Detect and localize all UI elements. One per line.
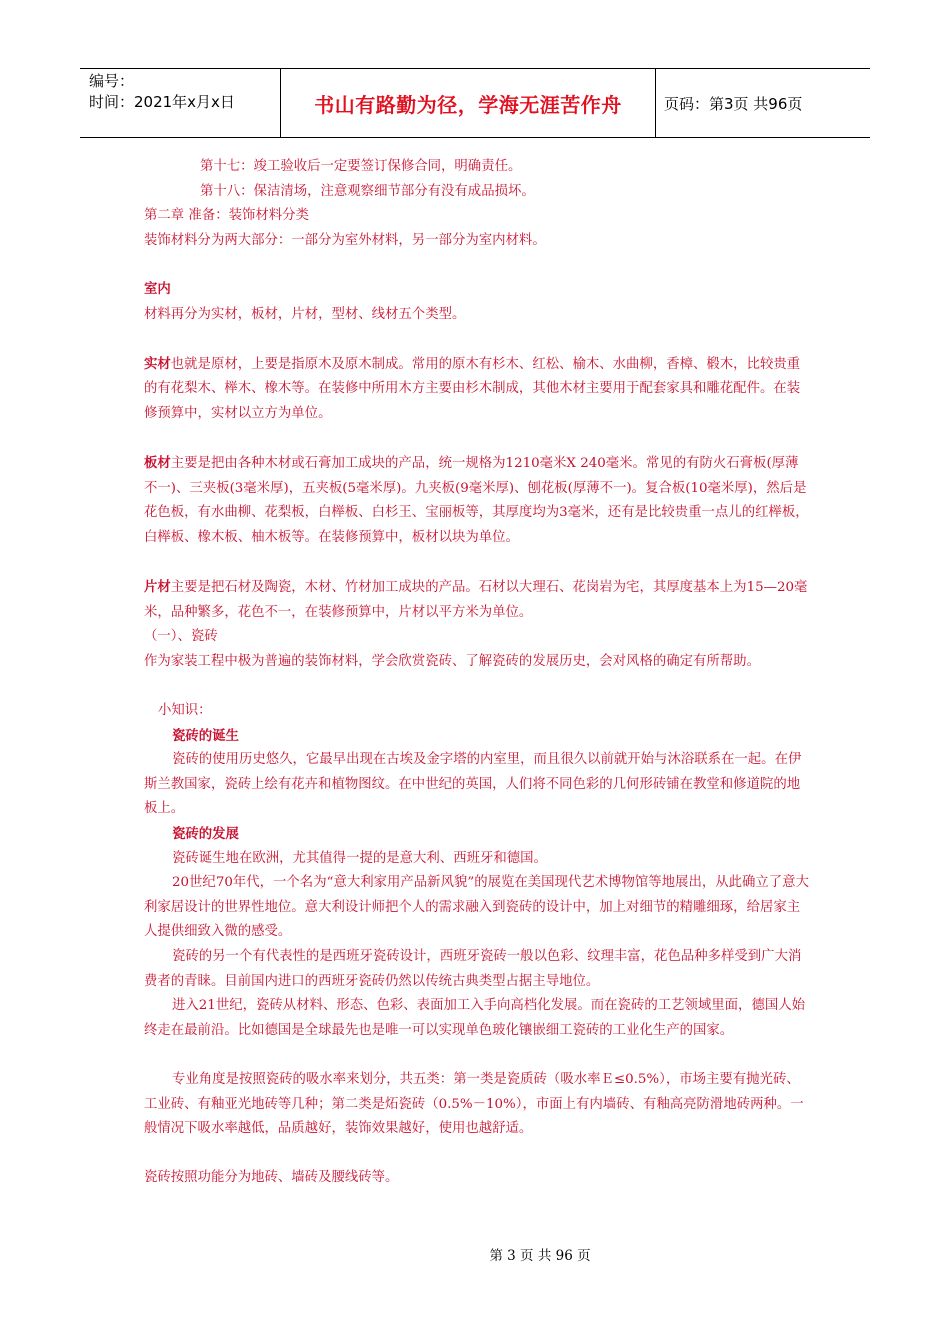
item-18: 第十八：保洁清场，注意观察细节部分有没有成品损坏。 (200, 183, 535, 199)
spacer (144, 427, 809, 452)
tile-heading: （一）、瓷砖 (144, 629, 218, 645)
board-keyword: 板材 (144, 455, 171, 472)
solid-paragraph (144, 352, 809, 427)
function-paragraph: 瓷砖按照功能分为地砖、墙砖及腰线砖等。 (144, 1170, 399, 1186)
birth-title: 瓷砖的诞生 (172, 727, 239, 744)
indoor-title: 室内 (144, 281, 171, 297)
page-footer (0, 1244, 950, 1264)
sheet-text: 主要是把石材及陶瓷，木材、竹材加工成块的产品。石材以大理石、花岗岩为宅，其厚度基本上为15—20毫米，品种繁多，花色不一，在装修预算中，片材以平方米为单位。 (144, 580, 808, 620)
development-paragraph-3: 瓷砖的另一个有代表性的是西班牙瓷砖设计，西班牙瓷砖一般以色彩、纹理丰富，花色品种多样受到广大消费者的青睐。目前国内进口的西班牙瓷砖仍然以传统古典类型占据主导地位。 (144, 949, 802, 989)
spacer (144, 253, 809, 278)
solid-text: 也就是原材，上要是指原木及原木制成。常用的原木有杉木、红松、榆木、水曲柳，香樟、椴木，比较贵重的有花梨木、榉木、橡木等。在装修中所用木方主要由杉木制成，其他木材主要用于配套家具和雕花配件。在装修预算中，实材以立方为单位。 (144, 356, 801, 421)
item-17: 第十七：竣工验收后一定要签订保修合同，明确责任。 (200, 159, 522, 174)
spacer (144, 1043, 809, 1068)
header-motto: 书山有路勤为径，学海无涯苦作舟 (281, 69, 656, 137)
spacer (144, 327, 809, 352)
board-paragraph (144, 451, 809, 550)
spacer (144, 551, 809, 576)
number-label: 编号： (89, 72, 135, 90)
development-title: 瓷砖的发展 (172, 826, 239, 843)
spacer (144, 1142, 809, 1167)
solid-keyword: 实材 (144, 355, 171, 372)
intro-paragraph: 装饰材料分为两大部分：一部分为室外材料，另一部分为室内材料。 (144, 232, 546, 248)
indoor-paragraph: 材料再分为实材，板材，片材，型材、线材五个类型。 (144, 306, 466, 322)
spacer (144, 674, 809, 699)
development-paragraph-4: 进入21世纪，瓷砖从材料、形态、色彩、表面加工入手向高档化发展。而在瓷砖的工艺领域里面，德国人始终走在最前沿。比如德国是全球最先也是唯一可以实现单色玻化镶嵌细工瓷砖的工业化生产的国家。 (144, 998, 806, 1038)
development-paragraph-1: 瓷砖诞生地在欧洲，尤其值得一提的是意大利、西班牙和德国。 (172, 850, 547, 866)
header-page-label: 页码：第3页 共96页 (664, 94, 803, 113)
board-text: 主要是把由各种木材或石膏加工成块的产品，统一规格为1210毫米X 240毫米。常见的有防火石膏板(厚薄不一)、三夹板(3毫米厚)，五夹板(5毫米厚)。九夹板(9毫米厚)、刨花板(厚薄不一)。复合板(10毫米厚)，然后是花色板，有水曲柳、花梨板，白榉板、白杉王、宝丽板等，其厚度均为3毫米，还有是比较贵重一点儿的红榉板，白榉板、橡木板、柚木板等。在装修预算中，板材以块为单位。 (144, 456, 809, 545)
document-body (144, 155, 809, 1191)
professional-paragraph: 专业角度是按照瓷砖的吸水率来划分，共五类：第一类是瓷质砖（吸水率Ｅ≤0.5%），市场主要有抛光砖、工业砖、有釉亚光地砖等几种；第二类是炻瓷砖（0.5%－10%），市面上有内墙砖、有釉高亮防滑地砖两种。一般情况下吸水率越低，品质越好，装饰效果越好，使用也越舒适。 (144, 1071, 804, 1137)
tips-label: 小知识： (158, 703, 212, 719)
header-meta (80, 69, 281, 137)
time-label: 时间：2021年x月x日 (89, 93, 235, 111)
sheet-keyword: 片材 (144, 579, 171, 596)
footer-page-number: 第 3 页 共 96 页 (489, 1248, 591, 1264)
development-paragraph-2: 20世纪70年代，一个名为“意大利家用产品新风貌”的展览在美国现代艺术博物馆等地展出，从此确立了意大利家居设计的世界性地位。意大利设计师把个人的需求融入到瓷砖的设计中，加上对细节的精雕细琢，给居家主人提供细致入微的感受。 (144, 875, 809, 940)
page-header (80, 68, 870, 138)
tile-intro: 作为家装工程中极为普遍的装饰材料，学会欣赏瓷砖、了解瓷砖的发展历史，会对风格的确定有所帮助。 (144, 653, 760, 669)
sheet-paragraph (144, 575, 809, 625)
birth-paragraph: 瓷砖的使用历史悠久，它最早出现在古埃及金字塔的内室里，而且很久以前就开始与沐浴联系在一起。在伊斯兰教国家，瓷砖上绘有花卉和植物图纹。在中世纪的英国，人们将不同色彩的几何形砖铺在教堂和修道院的地板上。 (144, 752, 802, 817)
chapter-heading: 第二章 准备：装饰材料分类 (144, 208, 309, 224)
